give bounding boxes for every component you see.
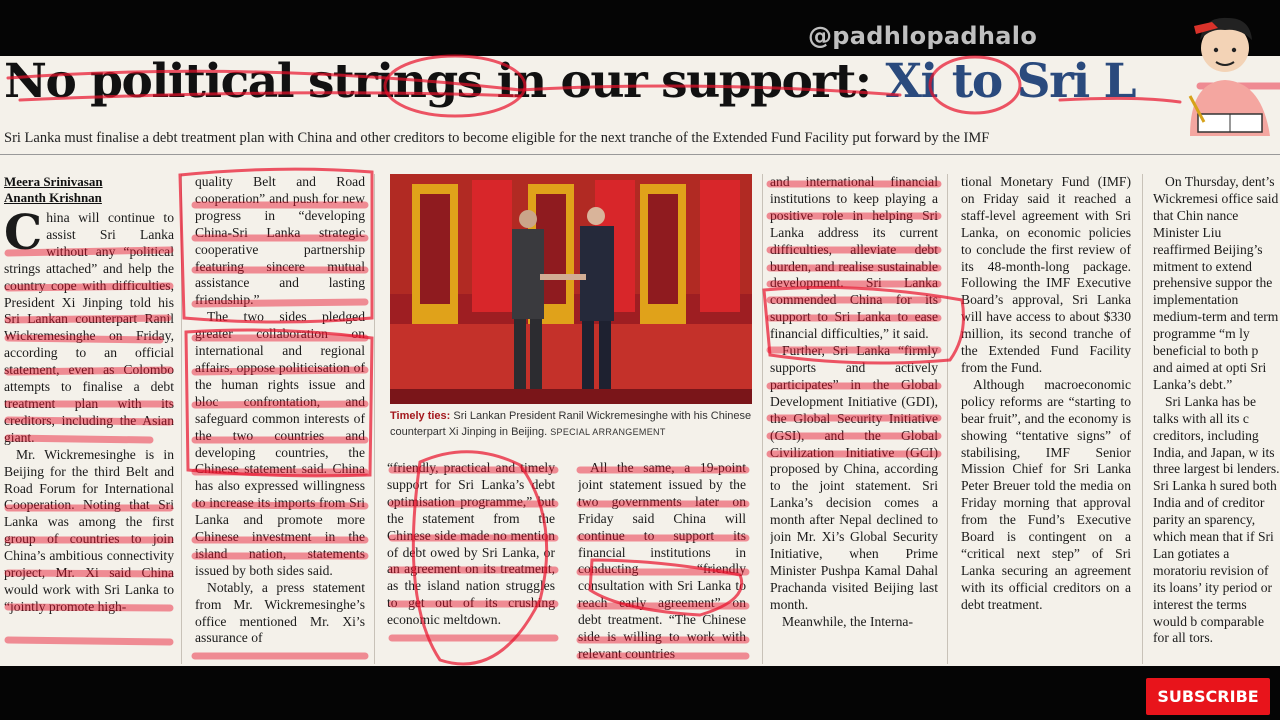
- col2-paragraph-2: The two sides pledged greater collaboration on international and regional affairs, oppose politicisation of the human rights issue and bloc confrontation, and safeguard common interests of the two countries and developing countries, the Chinese statement said. China has also expressed willingness to increase its imports from Sri Lanka and promote more Chinese investment in the island nation, statements issued by both sides said.: [195, 309, 365, 578]
- column-rule: [1142, 174, 1143, 664]
- caption-lead: Timely ties:: [390, 410, 451, 422]
- byline: [4, 174, 103, 206]
- column-rule: [947, 174, 948, 664]
- photo-illustration: [390, 174, 752, 404]
- col5-paragraph-2: Further, Sri Lanka “firmly supports and actively participates” in the Global Development Initiative (GDI), the Global Security Initiative (GSI), and the Global Civilization Initiative (GCI) proposed by China, according to the joint statement. Sri Lanka’s decision comes a month after Nepal declined to join Mr. Xi’s Global Security Initiative, when Prime Minister Pushpa Kamal Dahal Prachanda visited Beijing last month.: [770, 343, 938, 612]
- caption-credit: SPECIAL ARRANGEMENT: [550, 427, 666, 437]
- byline-author-2: Ananth Krishnan: [4, 190, 102, 205]
- byline-author-1: Meera Srinivasan: [4, 174, 103, 189]
- article-headline: [4, 56, 1135, 108]
- col6-paragraph-2: Although macroeconomic policy reforms are “starting to bear fruit”, and the economy is showing “tentative signs” of stabilising, IMF Senior Mission Chief for Sri Lanka Peter Breuer told the media on Friday morning that approval from the Fund’s Executive Board is contingent on a “critical next step” of Sri Lanka securing an agreement with its official creditors on a debt treatment.: [961, 376, 1131, 612]
- column-rule: [181, 174, 182, 664]
- col5-paragraph-1: and international financial institutions to keep playing a positive role in helping Sri Lanka address its current difficulties, alleviate debt burden, and realise sustainable development. Sri Lanka commended China for its support to Sri Lanka to ease financial difficulties,” it said.: [770, 174, 938, 342]
- channel-watermark: @padhlopadhalo: [808, 22, 1038, 50]
- col7-paragraph-2: Sri Lanka has be talks with all its c creditors, including India, and Japan, w its three largest bi lenders. Sri Lanka h sured both India and of creditor parity an sparency, which mean that if Sri Lan gotiates a moratoriu revision of its loans’ ity period or interest the terms would b comparable for all tors.: [1153, 393, 1280, 646]
- article-column-7: [1153, 174, 1280, 664]
- col3-paragraph-1: “friendly, practical and timely support for Sri Lanka’s debt optimisation programme,” but the statement from the Chinese side made no mention of debt owed by Sri Lanka, or an agreement on its treatment, as the island nation struggles to get out of its crushing economic meltdown.: [387, 460, 555, 628]
- col6-paragraph-1: tional Monetary Fund (IMF) on Friday said it reached a staff-level agreement with Sri Lanka, on economic policies to conclude the first review of its 48-month-long package. Following the IMF Executive Board’s approval, Sri Lanka will have access to about $330 million, its second tranche of the Extended Fund Facility from the Fund.: [961, 174, 1131, 375]
- flag-group-left: [412, 180, 574, 324]
- article-column-1: [4, 210, 174, 665]
- col1-paragraph-2: Mr. Wickremesinghe is in Beijing for the third Belt and Road Forum for International Cooperation. Noting that Sri Lanka was among the first group of countries to join China’s ambitious connectivity project, Mr. Xi said China would work with Sri Lanka to “jointly promote high-: [4, 446, 174, 614]
- article-column-2: [195, 174, 365, 664]
- bottom-black-bar: [0, 666, 1280, 720]
- col1-paragraph-1: hina will continue to assist Sri Lanka without any “political strings attached” and help the country cope with difficulties, President Xi Jinping told his Sri Lankan counterpart Ranil Wickremesinghe on Friday, according to an official statement, even as Colombo attempts to finalise a debt treatment plan with its creditors, including the Asian giant.: [4, 210, 174, 445]
- article-column-5: [770, 174, 938, 664]
- headline-divider: [0, 154, 1280, 155]
- col2-paragraph-1: quality Belt and Road cooperation” and push for new progress in “developing China-Sri Lanka strategic cooperative partnership featuring sincere mutual assistance and lasting friendship.”: [195, 174, 365, 308]
- headline-part-1: No political strings in our support:: [4, 56, 886, 109]
- article-photo: [390, 174, 752, 404]
- subscribe-button[interactable]: SUBSCRIBE: [1146, 678, 1270, 715]
- drop-cap: C: [4, 210, 43, 261]
- article-column-4: [578, 460, 746, 665]
- newspaper-clipping: [0, 56, 1280, 666]
- article-subhead: Sri Lanka must finalise a debt treatment plan with China and other creditors to become eligible for the next tranche of the Extended Fund Facility put forward by the IMF: [4, 130, 990, 146]
- caption-text: Sri Lankan President Ranil Wickremesinghe with his Chinese counterpart Xi Jinping in Beijing.: [390, 410, 752, 438]
- article-column-6: [961, 174, 1131, 664]
- top-black-bar: [0, 0, 1280, 56]
- col5-paragraph-3: Meanwhile, the Interna-: [782, 613, 913, 629]
- article-column-3: [387, 460, 555, 665]
- flag-group-right: [595, 180, 740, 324]
- col7-paragraph-1: On Thursday, dent’s Wickremesi office said that Chin nance Minister Liu reaffirmed Beijing’s mitment to extend prehensive suppor the implementation medium-term and term programme “m ly beneficial to both p and aimed at opti Sri Lanka’s debt.”: [1153, 174, 1279, 392]
- photo-caption: [390, 408, 752, 440]
- headline-part-2: Xi to Sri L: [885, 56, 1136, 109]
- col4-paragraph-1: All the same, a 19-point joint statement issued by the two governments later on Friday said China will continue to support its financial institutions in conducting “friendly consultation with Sri Lanka to reach early agreement” on debt treatment. “The Chinese side is willing to work with relevant countries: [578, 460, 746, 661]
- col2-paragraph-3: Notably, a press statement from Mr. Wickremesinghe’s office mentioned Mr. Xi’s assurance of: [195, 579, 365, 646]
- column-rule: [762, 174, 763, 664]
- column-rule: [374, 174, 375, 664]
- cartoon-mascot-icon: [1170, 4, 1280, 136]
